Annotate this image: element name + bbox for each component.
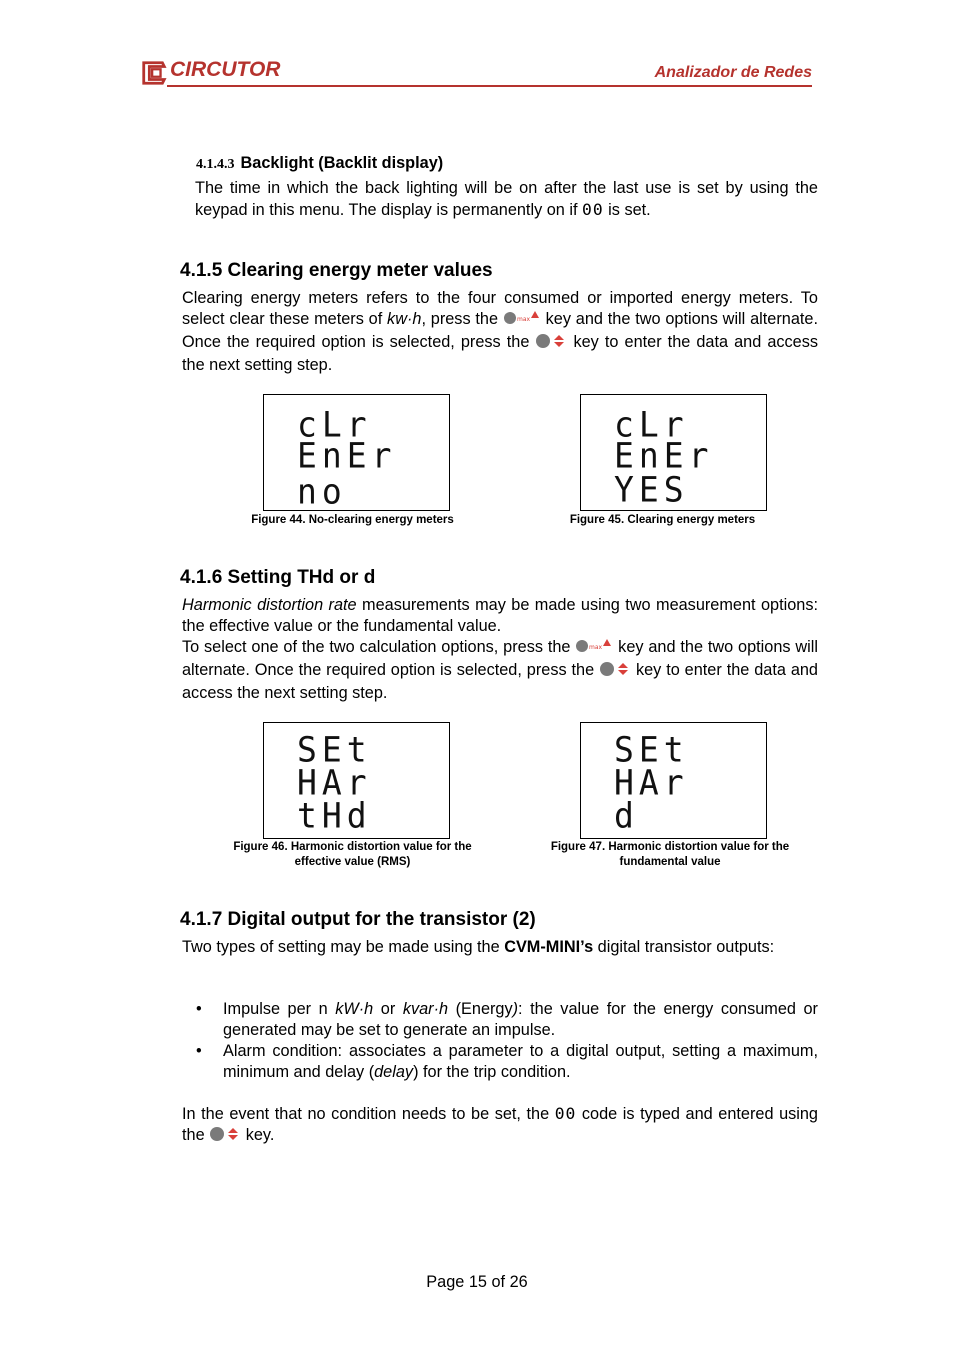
list-item: • Impulse per n kW·h or kvar·h (Energy): the value for the energy consumed or generated may be set to generate an impulse. <box>196 1000 818 1039</box>
lcd-line: cLr <box>297 404 372 445</box>
lcd-line: SEt <box>297 729 372 770</box>
figure-caption: Figure 46. Harmonic distortion value for the effective value (RMS) <box>233 841 472 868</box>
enter-key-icon <box>535 333 567 355</box>
output-type-list <box>182 999 818 1083</box>
lcd-line: d <box>614 795 639 836</box>
section-heading-4-1-6: 4.1.6 Setting THd or d <box>180 567 376 588</box>
lcd-line: HAr <box>297 762 372 803</box>
lcd-line: no <box>297 471 347 512</box>
enter-key-icon <box>599 661 631 683</box>
lcd-line: EnEr <box>614 435 714 476</box>
lcd-line: tHd <box>297 795 372 836</box>
lcd-line: SEt <box>614 729 689 770</box>
lcd-line: cLr <box>614 404 689 445</box>
enter-key-icon <box>209 1126 241 1148</box>
subsection-title: Backlight (Backlit display) <box>240 154 444 172</box>
lcd-line: YES <box>614 469 689 510</box>
section-heading-4-1-5: 4.1.5 Clearing energy meter values <box>180 260 493 281</box>
svg-text:max: max <box>589 644 603 651</box>
lcd-line: HAr <box>614 762 689 803</box>
max-key-icon <box>503 310 541 332</box>
lcd-figure-46 <box>263 722 450 839</box>
list-item: • Alarm condition: associates a parameter to a digital output, setting a maximum, minimum and delay (delay) for the trip condition. <box>196 1042 818 1081</box>
max-key-icon <box>575 638 613 660</box>
backlight-paragraph: The time in which the back lighting will be on after the last use is set by using the keypad in this menu. The display is permanently on if 00 is set. <box>195 179 818 219</box>
header-title: Analizador de Redes <box>654 64 812 81</box>
transistor-paragraph: Two types of setting may be made using the CVM-MINI’s digital transistor outputs: <box>182 938 775 956</box>
subsection-heading <box>196 154 443 173</box>
clearing-paragraph: Clearing energy meters refers to the four consumed or imported energy meters. To select clear these meters of kw·h, press the max key and the two options will alternate. Once the required option is selected, press the key to enter the data and access the next setting step. <box>182 289 818 374</box>
figure-caption: Figure 47. Harmonic distortion value for the fundamental value <box>550 841 790 868</box>
lcd-figure-45 <box>580 394 767 511</box>
section-heading-4-1-7: 4.1.7 Digital output for the transistor (2) <box>180 909 536 930</box>
header-divider <box>167 85 812 87</box>
code-00: 00 <box>582 200 604 219</box>
harmonic-paragraph: Harmonic distortion rate measurements may be made using two measurement options: the effective value or the fundamental value. <box>182 596 818 635</box>
figure-caption: Figure 45. Clearing energy meters <box>569 514 756 526</box>
lcd-line: EnEr <box>297 435 397 476</box>
code-00: 00 <box>554 1104 577 1123</box>
subsection-number: 4.1.4.3 <box>196 157 235 172</box>
lcd-figure-47 <box>580 722 767 839</box>
lcd-figure-44 <box>263 394 450 511</box>
page-number: Page 15 of 26 <box>426 1273 528 1291</box>
brand-name: CIRCUTOR <box>170 58 281 81</box>
svg-text:max: max <box>516 316 530 323</box>
circutor-logo-icon <box>140 58 168 88</box>
no-condition-paragraph: In the event that no condition needs to be set, the 00 code is typed and entered using the key. <box>182 1103 818 1148</box>
harmonic-select-paragraph: To select one of the two calculation options, press the max key and the two options will alternate. Once the required option is selected, press the key to enter the data and access the next setting step. <box>182 638 818 702</box>
figure-caption: Figure 44. No-clearing energy meters <box>251 514 454 526</box>
